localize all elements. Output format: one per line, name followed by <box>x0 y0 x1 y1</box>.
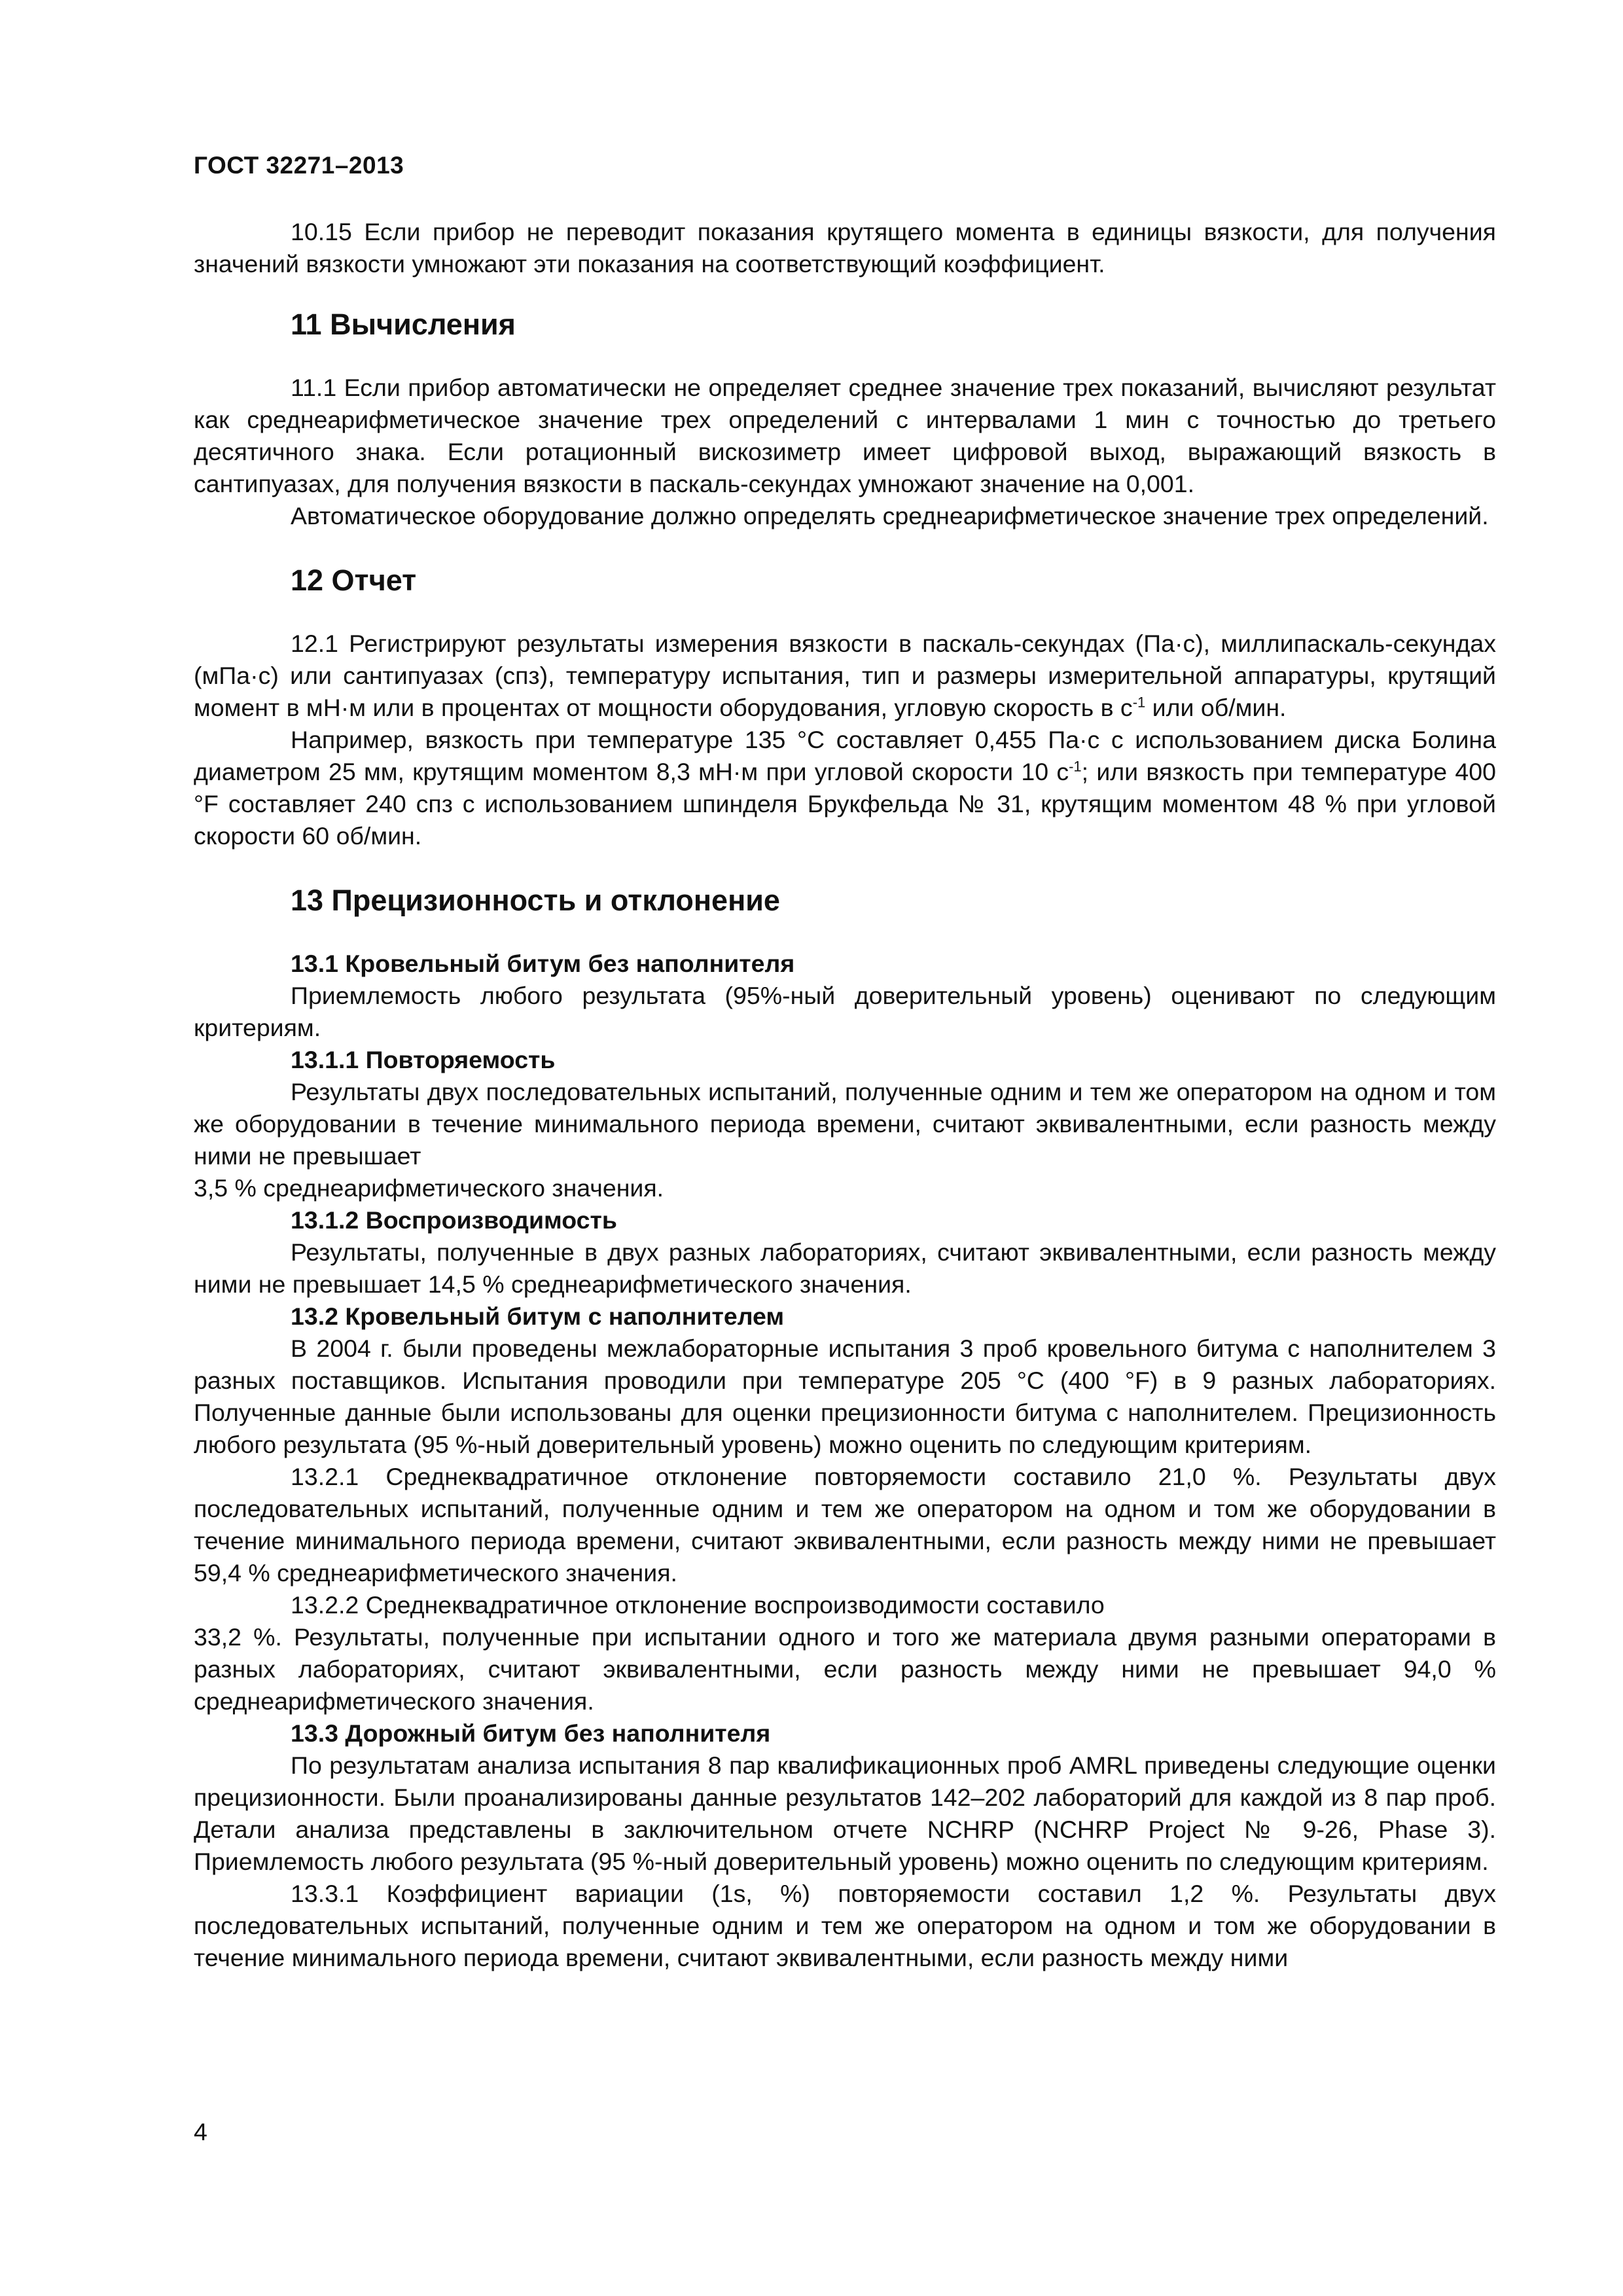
paragraph-12-1 <box>194 628 1496 724</box>
paragraph-11-automatic: Автоматическое оборудование должно определять среднеарифметическое значение трех определений. <box>291 502 1489 529</box>
section-12-heading: 12 Отчет <box>291 564 417 597</box>
subsection-13-1-heading: 13.1 Кровельный битум без наполнителя <box>291 950 795 977</box>
paragraph-12-example-superscript: -1 <box>1069 758 1082 775</box>
paragraph-13-2-2-continuation: 33,2 %. Результаты, полученные при испытании одного и того же материала двумя разными операторами в разных лабораториях, считают эквивалентными, если разность между ними не превышает 94,0 % среднеарифметического значения. <box>194 1623 1496 1715</box>
paragraph-10-15: 10.15 Если прибор не переводит показания крутящего момента в единицы вязкости, для получения значений вязкости умножают эти показания на соответствующий коэффициент. <box>194 218 1496 278</box>
paragraph-13-1-1-continuation: 3,5 % среднеарифметического значения. <box>194 1174 664 1202</box>
paragraph-12-1-superscript: -1 <box>1132 694 1146 711</box>
paragraph-12-example <box>194 724 1496 852</box>
paragraph-13-1-2: Результаты, полученные в двух разных лабораториях, считают эквивалентными, если разность между ними не превышает 14,5 % среднеарифметического значения. <box>194 1238 1496 1298</box>
subsection-13-1-1-heading: 13.1.1 Повторяемость <box>291 1046 556 1073</box>
paragraph-13-1-1: Результаты двух последовательных испытаний, полученные одним и тем же оператором на одном и том же оборудовании в течение минимального периода времени, считают эквивалентными, если разность между ними не превышает <box>194 1078 1496 1170</box>
document-body <box>194 216 1496 1974</box>
subsection-13-3-heading: 13.3 Дорожный битум без наполнителя <box>291 1719 771 1747</box>
paragraph-11-1: 11.1 Если прибор автоматически не определяет среднее значение трех показаний, вычисляют результат как среднеарифметическое значение трех определений с интервалами 1 мин с точностью до третьего десятичного знака. Если ротационный вискозиметр имеет цифровой выход, выражающий вязкость в сантипуазах, для получения вязкости в паскаль-секундах умножают значение на 0,001. <box>194 374 1496 497</box>
document-code-header: ГОСТ 32271–2013 <box>194 152 404 179</box>
section-13-heading: 13 Прецизионность и отклонение <box>291 884 780 917</box>
paragraph-12-example-text-a: Например, вязкость при температуре 135 °С составляет 0,455 Па·с с использованием диска Болина диаметром 25 мм, крутящим моментом 8,3 мН·м при угловой скорости 10 с <box>194 726 1496 785</box>
paragraph-12-1-text-a: 12.1 Регистрируют результаты измерения вязкости в паскаль-секундах (Па·с), миллипаскаль-секундах (мПа·с) или сантипуазах (спз), температуру испытания, тип и размеры измерительной аппаратуры, крутящий момент в мН·м или в процентах от мощности оборудования, угловую скорость в с <box>194 630 1496 721</box>
subsection-13-2-heading: 13.2 Кровельный битум с наполнителем <box>291 1302 785 1330</box>
paragraph-13-3-1: 13.3.1 Коэффициент вариации (1s, %) повторяемости составил 1,2 %. Результаты двух последовательных испытаний, полученные одним и тем же оператором на одном и том же оборудовании в течение минимального периода времени, считают эквивалентными, если разность между ними <box>194 1880 1496 1971</box>
paragraph-12-1-text-b: или об/мин. <box>1145 694 1287 721</box>
page-number: 4 <box>194 2118 207 2145</box>
paragraph-13-2-2: 13.2.2 Среднеквадратичное отклонение воспроизводимости составило <box>291 1591 1105 1619</box>
section-11-heading: 11 Вычисления <box>291 308 516 341</box>
paragraph-13-2-1: 13.2.1 Среднеквадратичное отклонение повторяемости составило 21,0 %. Результаты двух последовательных испытаний, полученные одним и тем же оператором на одном и том же оборудовании в течение минимального периода времени, считают эквивалентными, если разность между ними не превышает 59,4 % среднеарифметического значения. <box>194 1463 1496 1587</box>
paragraph-13-2: В 2004 г. были проведены межлабораторные испытания 3 проб кровельного битума с наполнителем 3 разных поставщиков. Испытания проводили при температуре 205 °С (400 °F) в 9 разных лабораториях. Полученные данные были использованы для оценки прецизионности битума с наполнителем. Прецизионность любого результата (95 %-ный доверительный уровень) можно оценить по следующим критериям. <box>194 1335 1496 1458</box>
paragraph-12-example-text-b: ; или вязкость при температуре 400 °F составляет 240 спз с использованием шпинделя Брукфельда № 31, крутящим моментом 48 % при угловой скорости 60 об/мин. <box>194 758 1496 850</box>
paragraph-13-3: По результатам анализа испытания 8 пар квалификационных проб AMRL приведены следующие оценки прецизионности. Были проанализированы данные результатов 142–202 лабораторий для каждой из 8 пар проб. Детали анализа представлены в заключительном отчете NCHRP (NCHRP Project № 9-26, Phase 3). Приемлемость любого результата (95 %-ный доверительный уровень) можно оценить по следующим критериям. <box>194 1751 1496 1875</box>
paragraph-13-1: Приемлемость любого результата (95%-ный доверительный уровень) оценивают по следующим критериям. <box>194 982 1496 1041</box>
subsection-13-1-2-heading: 13.1.2 Воспроизводимость <box>291 1206 617 1234</box>
